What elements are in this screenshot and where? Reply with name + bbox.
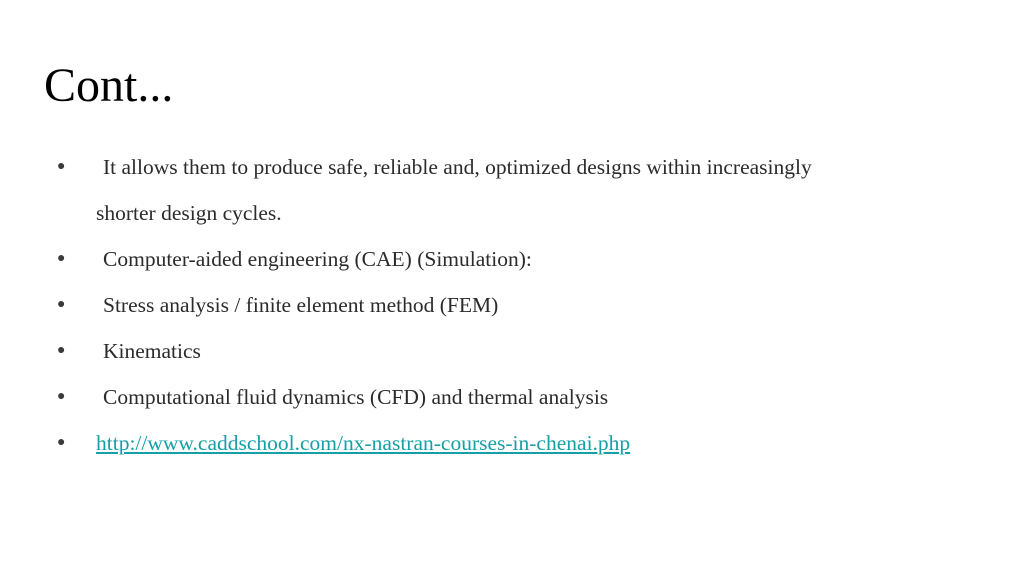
bullet-item (0, 282, 1024, 328)
bullet-dot-icon: ● (57, 297, 66, 312)
bullet-item (0, 144, 1024, 190)
bullet-dot-icon: ● (57, 389, 66, 404)
course-link[interactable]: http://www.caddschool.com/nx-nastran-courses-in-chenai.php (96, 431, 631, 455)
bullet-item (0, 328, 1024, 374)
slide-title: Cont... (44, 59, 174, 112)
bullet-dot-icon: ● (57, 251, 66, 266)
bullet-text-continuation: shorter design cycles. (96, 201, 282, 225)
bullet-text: Kinematics (103, 339, 201, 363)
bullet-text: Computer-aided engineering (CAE) (Simulation): (103, 247, 532, 271)
bullet-text: Computational fluid dynamics (CFD) and thermal analysis (103, 385, 609, 409)
bullet-dot-icon: ● (57, 343, 66, 358)
bullet-item (0, 374, 1024, 420)
bullet-dot-icon: ● (57, 159, 66, 174)
bullet-list (0, 144, 1024, 466)
bullet-continuation (0, 190, 1024, 236)
bullet-text: It allows them to produce safe, reliable and, optimized designs within increasingly (103, 155, 812, 179)
bullet-item (0, 236, 1024, 282)
bullet-text: Stress analysis / finite element method (FEM) (103, 293, 499, 317)
bullet-item (0, 420, 1024, 466)
bullet-dot-icon: ● (57, 435, 66, 450)
